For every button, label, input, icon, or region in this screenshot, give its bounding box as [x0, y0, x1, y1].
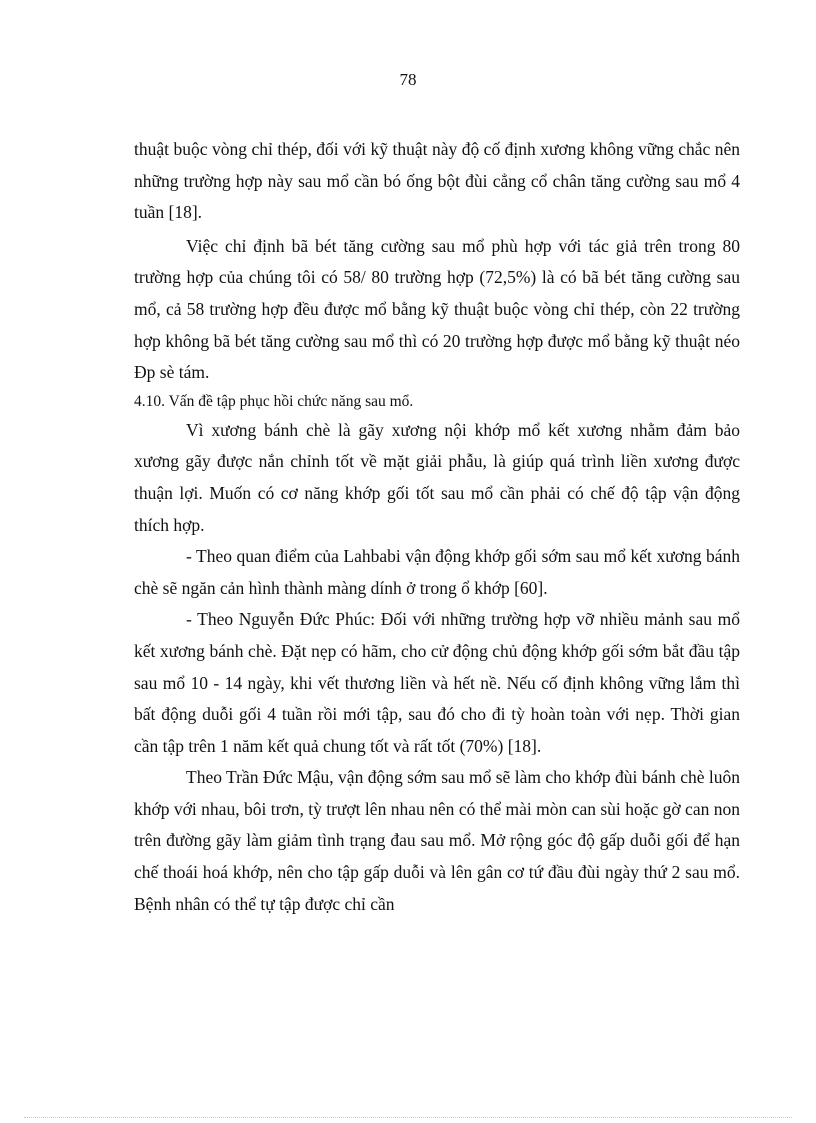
paragraph-continued: thuật buộc vòng chỉ thép, đối với kỹ thuật này độ cố định xương không vững chắc nên những trường hợp này sau mổ cần bó ống bột đùi cẳng cổ chân tăng cường sau mổ 4 tuần [18].: [134, 139, 740, 223]
paragraph-lahbabi: - Theo quan điểm của Lahbabi vận động khớp gối sớm sau mổ kết xương bánh chè sẽ ngăn cản hình thành màng dính ở trong ổ khớp [60].: [134, 546, 740, 598]
document-body: [134, 134, 740, 920]
section-heading: 4.10. Vấn đề tập phục hồi chức năng sau mổ.: [134, 392, 414, 410]
paragraph-tran-duc-mau: Theo Trần Đức Mậu, vận động sớm sau mổ sẽ làm cho khớp đùi bánh chè luôn khớp với nhau, bôi trơn, tỳ trượt lên nhau nên có thể mài mòn can sùi hoặc gờ can non trên đường gãy làm giảm tình trạng đau sau mổ. Mở rộng góc độ gấp duỗi gối để hạn chế thoái hoá khớp, nên cho tập gấp duỗi và lên gân cơ tứ đầu đùi ngày thứ 2 sau mổ. Bệnh nhân có thể tự tập được chỉ cần: [134, 767, 740, 914]
page-bottom-rule: [24, 1117, 792, 1118]
paragraph-nguyen-duc-phuc: - Theo Nguyễn Đức Phúc: Đối với những trường hợp vỡ nhiều mảnh sau mổ kết xương bánh chè. Đặt nẹp có hãm, cho cử động chủ động khớp gối sớm bắt đầu tập sau mổ 10 - 14 ngày, khi vết thương liền và hết nề. Nếu cố định không vững lắm thì bất động duỗi gối 4 tuần rồi mới tập, sau đó cho đi tỳ hoàn toàn với nẹp. Thời gian cần tập trên 1 năm kết quả chung tốt và rất tốt (70%) [18].: [134, 609, 740, 756]
paragraph-cast-indication: Việc chỉ định bã bét tăng cường sau mổ phù hợp với tác giả trên trong 80 trường hợp của chúng tôi có 58/ 80 trường hợp (72,5%) là có bã bét tăng cường sau mổ, cả 58 trường hợp đều được mổ bằng kỹ thuật buộc vòng chỉ thép, còn 22 trường hợp không bã bét tăng cường sau mổ thì có 20 trường hợp được mổ bằng kỹ thuật néo Đp sè tám.: [134, 235, 740, 383]
paragraph-rehab-intro: Vì xương bánh chè là gãy xương nội khớp mổ kết xương nhằm đảm bảo xương gãy được nắn chỉnh tốt về mặt giải phẫu, là giúp quá trình liền xương được thuận lợi. Muốn có cơ năng khớp gối tốt sau mổ cần phải có chế độ tập vận động thích hợp.: [134, 419, 740, 535]
page-number: 78: [399, 70, 417, 89]
